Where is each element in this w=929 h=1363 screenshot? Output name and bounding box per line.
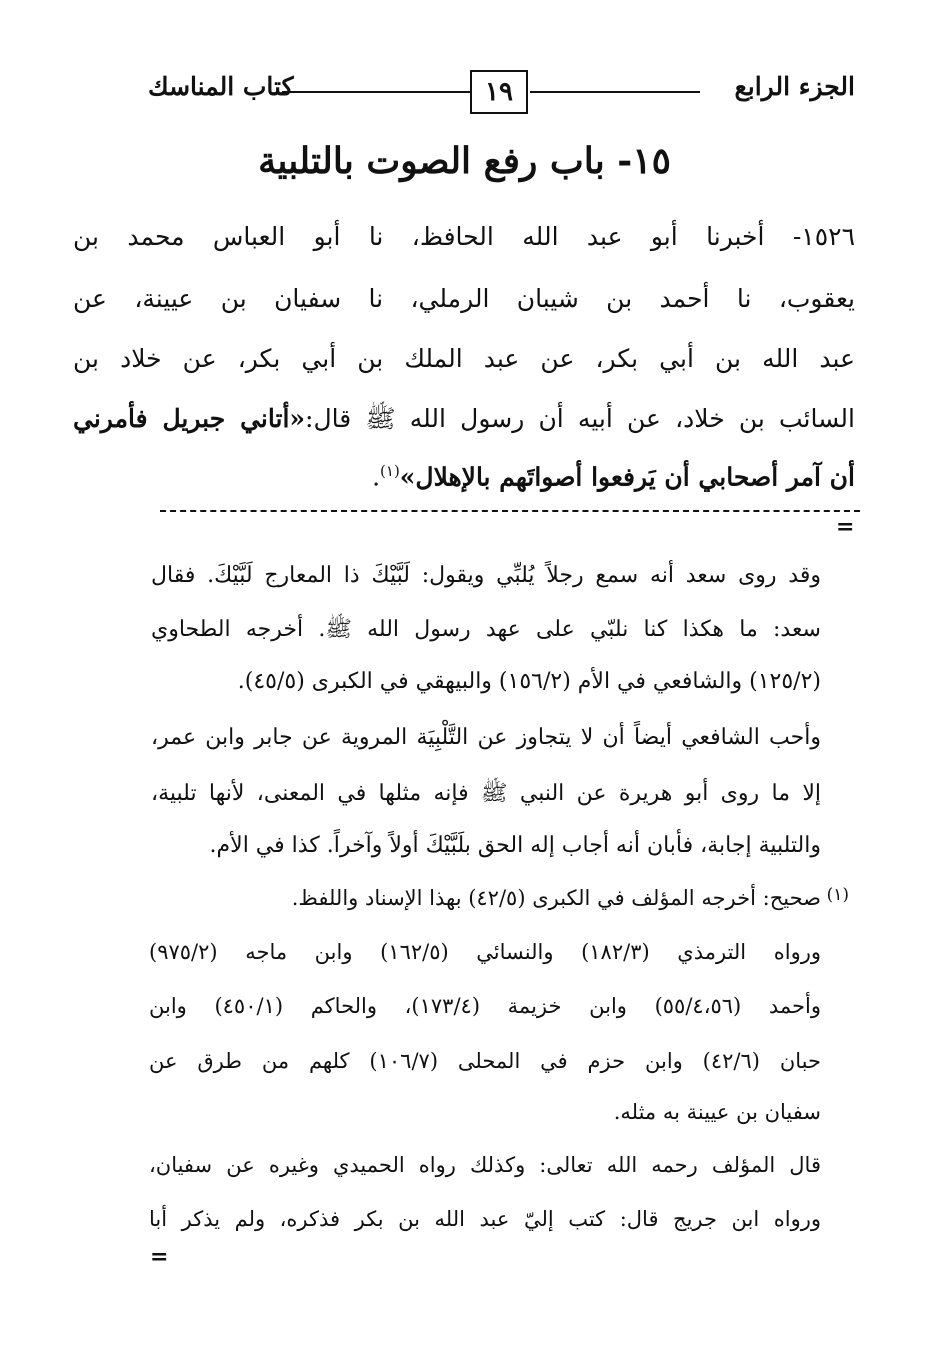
hadith-text: السائب بن خلاد، عن أبيه أن رسول الله ﷺ قال: [305, 404, 855, 433]
note-line: سعد: ما هكذا كنا نلبّي على عهد رسول الله ﷺ. أخرجه الطحاوي [151, 617, 821, 642]
footnote-line: حبان (٤٢/٦) وابن حزم في المحلى (١٠٦/٧) كلهم من طرق عن [149, 1049, 821, 1073]
footnote-ref: (١) [380, 462, 400, 480]
continuation-mark: = [836, 514, 855, 540]
header-rule-right [530, 91, 700, 93]
header-book: كتاب المناسك [148, 72, 294, 101]
hadith-end: . [372, 462, 381, 492]
hadith-line [73, 403, 855, 440]
footnote-line: صحيح: أخرجه المؤلف في الكبرى (٤٢/٥) بهذا الإسناد واللفظ. [291, 886, 821, 910]
note-line: والتلبية إجابة، فأبان أنه أجاب إله الحق بلَبَّيْكَ أولاً وآخراً. كذا في الأم. [209, 833, 821, 858]
note-line: (١٢٥/٢) والشافعي في الأم (١٥٦/٢) والبيهقي في الكبرى (٤٥/٥). [237, 669, 821, 694]
footnote-line: ورواه الترمذي (١٨٢/٣) والنسائي (١٦٢/٥) وابن ماجه (٩٧٥/٢) [149, 940, 822, 964]
hadith-line: ١٥٢٦- أخبرنا أبو عبد الله الحافظ، نا أبو العباس محمد بن [73, 222, 855, 251]
footnote-marker: (١) [826, 885, 849, 905]
footnote-line: سفيان بن عيينة به مثله. [613, 1100, 821, 1124]
footnote-line: وأحمد (٥٥/٤،٥٦) وابن خزيمة (١٧٣/٤)، والحاكم (٤٥٠/١) وابن [149, 994, 821, 1018]
footnote-separator [160, 510, 860, 512]
header-rule-left [282, 91, 472, 93]
header-volume: الجزء الرابع [734, 72, 855, 101]
footnote-line: ورواه ابن جريج قال: كتب إليّ عبد الله بن بكر فذكره، ولم يذكر أبا [149, 1207, 821, 1231]
hadith-line: عبد الله بن أبي بكر، عن عبد الملك بن أبي بكر، عن خلاد بن [73, 344, 855, 373]
hadith-quote: «أتاني جبريل فأمرني [73, 404, 306, 433]
continuation-mark: = [150, 1244, 169, 1270]
note-line: إلا ما روى أبو هريرة عن النبي ﷺ فإنه مثلها في المعنى، لأنها تلبية، [151, 781, 821, 806]
footnote-line: قال المؤلف رحمه الله تعالى: وكذلك رواه الحميدي وغيره عن سفيان، [149, 1153, 821, 1177]
page-number: ١٩ [470, 70, 528, 114]
hadith-line [73, 462, 855, 491]
note-line: وأحب الشافعي أيضاً أن لا يتجاوز عن التَّلْبِيَة المروية عن جابر وابن عمر، [151, 725, 821, 750]
hadith-line: يعقوب، نا أحمد بن شيبان الرملي، نا سفيان بن عيينة، عن [73, 284, 855, 313]
chapter-title: ١٥- باب رفع الصوت بالتلبية [258, 140, 671, 182]
note-line: وقد روى سعد أنه سمع رجلاً يُلبِّي ويقول: لَبَّيْكَ ذا المعارج لَبَّيْكَ. فقال [151, 563, 821, 588]
hadith-quote: أن آمر أصحابي أن يَرفعوا أصواتَهم بالإهلال» [399, 462, 855, 492]
